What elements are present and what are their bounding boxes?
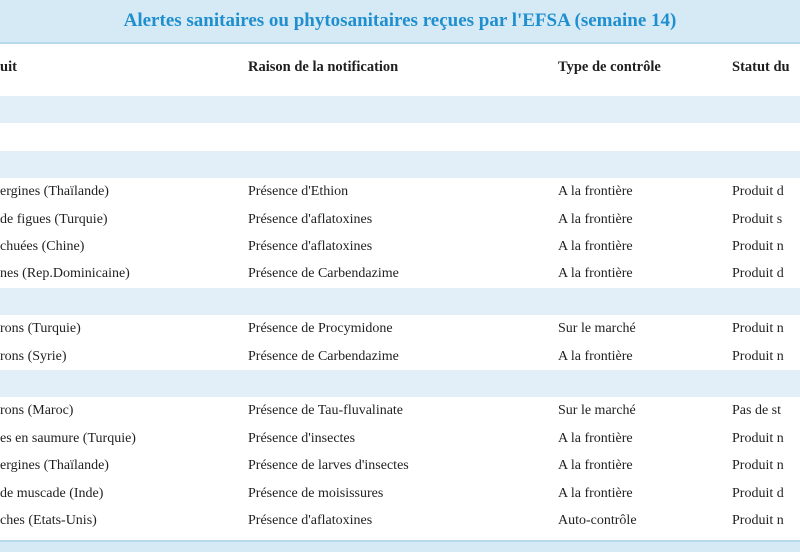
cell-reason: Présence d'aflatoxines [248, 211, 373, 227]
cell-reason: Présence de larves d'insectes [248, 458, 409, 474]
cell-product: nes (Rep.Dominicaine) [0, 266, 130, 282]
category-band-row [0, 288, 800, 315]
cell-control-type: A la frontière [558, 430, 633, 446]
table-row [0, 233, 800, 260]
cell-status: Produit n [732, 430, 784, 446]
cell-reason: Présence de moisissures [248, 485, 384, 501]
cell-status: Produit n [732, 239, 784, 254]
cell-reason: Présence de Carbendazime [248, 266, 399, 282]
cell-status: Produit d [732, 184, 784, 200]
cell-control-type: A la frontière [558, 485, 633, 501]
table-row [0, 315, 800, 342]
blank-row [0, 123, 800, 150]
cell-status: Produit n [732, 321, 784, 337]
cell-product: chuées (Chine) [0, 239, 85, 254]
category-band-row [0, 151, 800, 178]
cell-control-type: A la frontière [558, 266, 633, 282]
table-row [0, 397, 800, 424]
cell-product: rons (Syrie) [0, 348, 67, 364]
category-band-row [0, 96, 800, 123]
table-row [0, 425, 800, 452]
cell-product: rons (Maroc) [0, 403, 74, 419]
column-header-control-type: Type de contrôle [558, 59, 661, 75]
column-header-product: uit [0, 59, 17, 75]
cell-status: Produit s [732, 211, 783, 227]
category-band-row [0, 370, 800, 397]
column-header-reason: Raison de la notification [248, 59, 399, 75]
cell-product: de figues (Turquie) [0, 211, 108, 227]
alerts-table [0, 44, 800, 542]
table-row [0, 260, 800, 287]
cell-control-type: A la frontière [558, 348, 633, 364]
cell-product: de muscade (Inde) [0, 485, 104, 501]
bottom-rule [0, 540, 800, 552]
cell-status: Produit d [732, 485, 784, 501]
cell-reason: Présence d'aflatoxines [248, 513, 373, 528]
table-title-bar [0, 0, 800, 44]
cell-reason: Présence d'insectes [248, 430, 356, 446]
table-row [0, 206, 800, 233]
cell-control-type: Auto-contrôle [558, 513, 637, 528]
cell-control-type: A la frontière [558, 458, 633, 474]
cell-reason: Présence de Tau-fluvalinate [248, 403, 404, 419]
table-row [0, 178, 800, 205]
cell-control-type: Sur le marché [558, 321, 636, 337]
cell-product: ergines (Thaïlande) [0, 458, 109, 474]
cell-product: rons (Turquie) [0, 321, 81, 337]
cell-product: ergines (Thaïlande) [0, 184, 109, 200]
cell-product: es en saumure (Turquie) [0, 430, 136, 446]
cell-status: Produit n [732, 458, 784, 474]
cell-reason: Présence d'Ethion [248, 184, 349, 200]
column-header-status: Statut du [732, 59, 790, 75]
table-header-row [0, 54, 800, 81]
cell-control-type: A la frontière [558, 239, 633, 254]
cell-reason: Présence de Carbendazime [248, 348, 399, 364]
cell-status: Produit n [732, 513, 784, 528]
table-row [0, 452, 800, 479]
table-row [0, 343, 800, 370]
cell-status: Produit d [732, 266, 784, 282]
cell-reason: Présence de Procymidone [248, 321, 393, 337]
table-row [0, 480, 800, 507]
cell-control-type: Sur le marché [558, 403, 636, 419]
table-row [0, 507, 800, 534]
cell-control-type: A la frontière [558, 211, 633, 227]
cell-product: ches (Etats-Unis) [0, 513, 97, 528]
cell-status: Pas de st [732, 403, 781, 419]
cell-status: Produit n [732, 348, 784, 364]
cell-reason: Présence d'aflatoxines [248, 239, 373, 254]
cell-control-type: A la frontière [558, 184, 633, 200]
table-title: Alertes sanitaires ou phytosanitaires reçues par l'EFSA (semaine 14) [123, 10, 677, 31]
